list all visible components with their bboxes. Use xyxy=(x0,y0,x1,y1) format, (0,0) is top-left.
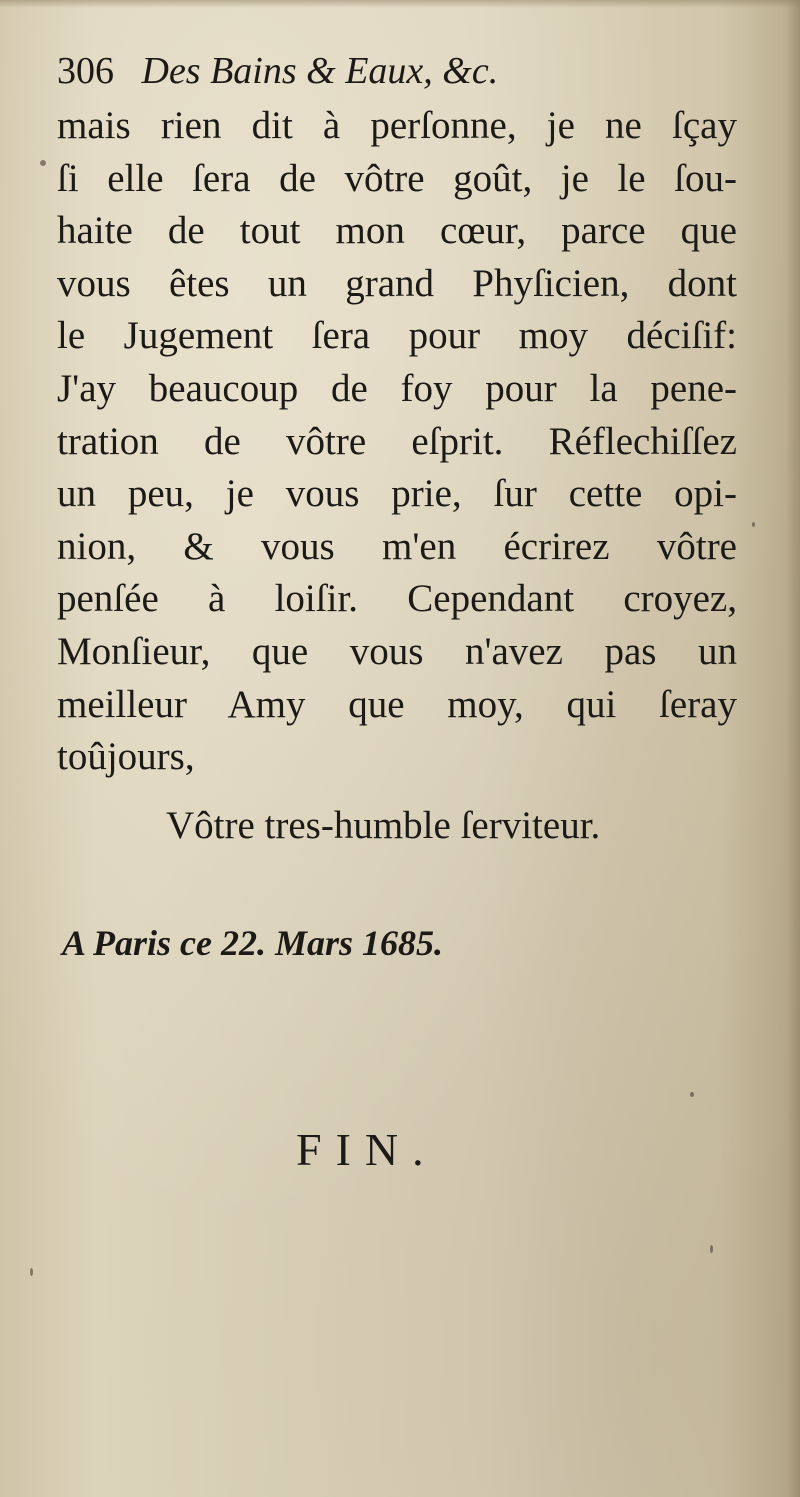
letter-closing: Vôtre tres-humble ſerviteur. xyxy=(166,804,601,847)
page-number: 306 xyxy=(57,50,114,92)
text-line: vous êtes un grand Phyſicien, dont xyxy=(57,261,737,305)
paper-speck xyxy=(690,1092,694,1097)
text-line: penſée à loiſir. Cependant croyez, xyxy=(57,577,737,621)
text-line: un peu, je vous prie, ſur cette opi- xyxy=(57,472,737,516)
paper-speck xyxy=(40,160,46,166)
text-line: le Jugement ſera pour moy déciſif: xyxy=(57,314,737,358)
paper-speck xyxy=(710,1245,713,1253)
text-line: nion, & vous m'en écrirez vôtre xyxy=(57,524,737,568)
letter-dateline: A Paris ce 22. Mars 1685. xyxy=(62,923,444,963)
page-right-edge-shadow xyxy=(786,0,800,1497)
running-title: Des Bains & Eaux, &c. xyxy=(141,50,499,92)
text-line: haite de tout mon cœur, parce que xyxy=(57,209,737,253)
page-top-edge-shadow xyxy=(0,0,800,8)
text-line: ſi elle ſera de vôtre goût, je le ſou- xyxy=(57,156,737,200)
paper-speck xyxy=(30,1268,33,1276)
text-line: tration de vôtre eſprit. Réflechiſſez xyxy=(57,419,737,463)
text-line-last: toûjours, xyxy=(57,735,195,779)
page-header xyxy=(57,44,757,98)
text-line: mais rien dit à perſonne, je ne ſçay xyxy=(57,104,737,147)
text-line: meilleur Amy que moy, qui ſeray xyxy=(57,682,737,726)
text-line: Monſieur, que vous n'avez pas un xyxy=(57,629,737,673)
letter-body xyxy=(57,100,737,784)
end-marker: FIN. xyxy=(296,1124,438,1175)
paper-speck xyxy=(752,522,755,527)
text-line: J'ay beaucoup de foy pour la pene- xyxy=(57,366,737,410)
